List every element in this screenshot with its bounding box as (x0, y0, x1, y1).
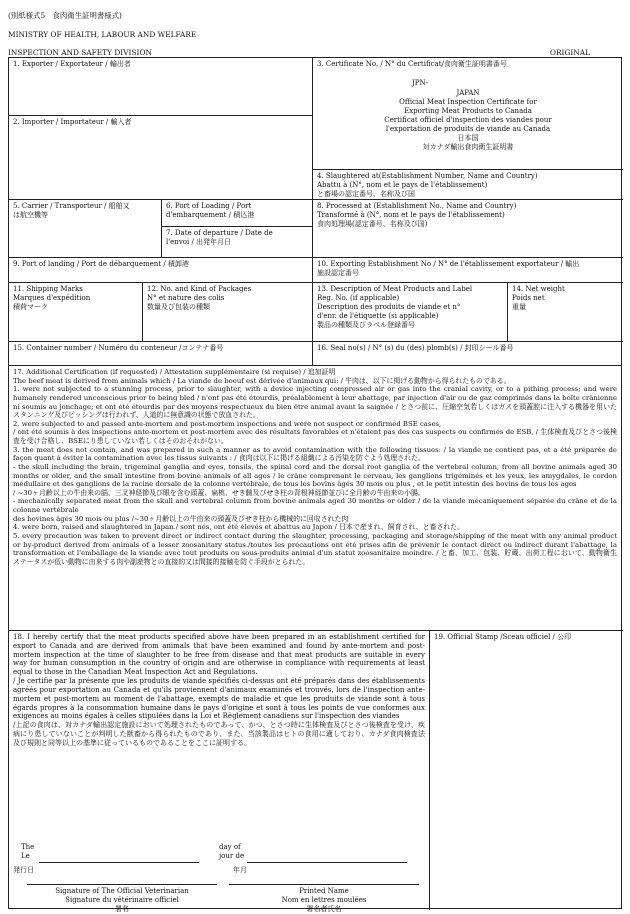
official-stamp-box[interactable] (429, 630, 623, 910)
ministry-name: MINISTRY OF HEALTH, LABOUR AND WELFARE (8, 30, 197, 39)
certificate-number-prefix: JPN- (412, 78, 429, 87)
shipping-marks-box[interactable] (9, 282, 142, 341)
form-id: (別紙様式5 食肉衛生証明書様式) (8, 11, 122, 20)
exporter-box[interactable] (9, 58, 312, 115)
slaughtered-at-label: 4. Slaughtered at(Establishment Number, Name and Country) (317, 172, 538, 180)
net-weight-label-fr: Poids net (512, 293, 545, 302)
signature-line[interactable] (27, 884, 217, 885)
product-description-label-fr: Description des produits de viande et n° (317, 302, 461, 311)
processed-at-box[interactable] (312, 199, 623, 257)
shipping-marks-label: 11. Shipping Marks (13, 285, 83, 293)
signature-caption-jp: 署名 (115, 904, 129, 913)
shipping-marks-label-jp: 積荷マーク (13, 302, 48, 311)
processed-at-label: 8. Processed at (Establishment No., Name and Country) (317, 202, 517, 210)
condition-2-inspection: 2. were subjected to and passed ante-mortem and post-mortem inspections and were not suspect or confirmed BSE cases, (13, 419, 442, 428)
certification-statement-jp: /上記の食肉は、対カナダ輸出認定施設において処理されたものであって、かつ、とさつ時に生体検査及びとさつ後検査を受け、疾病にり患していないことが判明した獣畜から得られたものであり、また、当該製品はヒトの食用に適しており、カナダ食肉検査法及び規則と同等以上の基準に従っているものであることをここに証明する。 (13, 721, 425, 747)
title-line: 対カナダ輸出食肉衛生証明書 (422, 142, 514, 151)
title-line: Certificat officiel d'inspection des viandes pour (384, 115, 552, 124)
condition-2-translation: / ont été soumis à des inspections ante-mortem et post-mortem avec des résultats favorables et n'étaient pas des cas suspects ou confirmés de ESB, / 生体検査及びとさつ後検査を受け合格し、BSEにり患していない若しくはそのおそれがない。 (13, 428, 617, 445)
product-description-label-fr-2: d'enr. de l'étiquette (si applicable) (317, 311, 439, 320)
net-weight-label-jp: 重量 (512, 302, 526, 311)
packages-label: 12. No. and Kind of Packages (147, 285, 252, 293)
year-month-label: 年月 (233, 866, 247, 874)
certification-statement-fr: / Je certifie par la présente que les produits de viande spécifiés ci-dessus ont été préparés dans des établissements agréés pour exportation au Canada et qu'ils proviennent d'animaux examinés et trouvés, lors de l'inspection ante-mortem et post-mortem au moment de l'abattage, exempts de maladie et que les produits de viande sont à tous égards propres à la consommation humaine dans le pays d'origine et sont à tous les points de vue conformes aux exigences au moins égales à celles stipulées dans la Loi et Règlement canadiens sur l'inspection des viandes (13, 677, 425, 721)
beef-origin-intro: The beef meat is derived from animals which / La viande de boeuf est dérivée d'animaux qui: / 牛肉は、以下に掲げる動物から得られたものである。 (13, 376, 511, 385)
official-stamp-label: 19. Official Stamp /Sceau officiel / 公印 (434, 633, 572, 641)
month-input-line[interactable] (247, 862, 407, 863)
product-description-box[interactable] (312, 282, 507, 341)
printed-name-line[interactable] (229, 884, 419, 885)
date-of-departure-label-fr: l'envoi / 出発年月日 (166, 237, 232, 246)
carrier-label-jp: は航空機等 (13, 210, 48, 219)
seal-number-label: 16. Seal no(s) / N° (s) du (des) plomb(s) / 封印シール番号 (317, 344, 514, 352)
container-number-label: 15. Container number / Numéro du conteneur /コンテナ番号 (13, 344, 224, 352)
condition-3-mechanically-separated: - mechanically separated meat from the skull and vertebral column from bovine animals aged 30 months or older / de la viande mécaniquement séparée du crâne et de la colonne vertébrale (13, 497, 617, 514)
carrier-label: 5. Carrier / Transporteur / 船舶又 (13, 202, 130, 210)
date-of-departure-box[interactable] (161, 226, 312, 257)
exporter-label: 1. Exporter / Exportateur / 輸出者 (13, 60, 131, 68)
jour-de-label: jour de (219, 852, 245, 860)
signature-caption (27, 887, 217, 914)
product-description-label: 13. Description of Meat Products and Label (317, 285, 473, 293)
date-le-label: Le (21, 852, 30, 860)
certificate-title (317, 89, 619, 152)
port-of-landing-label: 9. Port of landing / Port de débarquement / 積卸港 (13, 260, 189, 268)
additional-certification-box (9, 365, 621, 630)
certificate-form (8, 57, 622, 913)
issued-date-label: 発行日 (13, 866, 34, 874)
port-of-loading-label: 6. Port of Loading / Port (166, 202, 252, 210)
packages-label-jp: 数量及び包装の種類 (147, 302, 210, 311)
printed-name-caption-en: Printed Name (299, 887, 349, 895)
condition-1-stunning: 1. were not subjected to a stunning process, prior to slaughter, with a device injecting compressed air or gas into the cranial cavity, or to a pithing process; and were humanely rendered unconscious prior to being bled / n'ont pas été étourdis, préalablement à leur abattage, par injection d'air ou de gaz comprimés dans la boîte crânienne ni soumis au jonchage; et ont été étourdis par des moyens respectueux du bien être animal avant la saignée / とさつ前に、圧縮空気若しくはガスを頭蓋腔に注入する機器を用いたスタンニング及びピッシングは行われず、人道的に無意識の状態で放血された。 (13, 385, 617, 420)
importer-box[interactable] (9, 115, 312, 199)
printed-name-caption-jp: 署名者氏名 (306, 904, 342, 913)
condition-3-mechanically-separated-cont: des bovines âgés 30 mois ou plus /~30ヶ月齢以上の牛由来の頭蓋及びせき柱から機械的に回収された肉 (13, 514, 349, 523)
seal-number-box[interactable] (312, 341, 623, 365)
condition-3-tissues: 3. the meat does not contain, and was prepared in such a manner as to avoid contamination with the following tissues: / la viande ne contient pas, et a été préparée de façon quant à éviter la contamination avec les tissus suivants : / 食肉は以下に掲げる組織による汚染を防ぐよう処理された。 (13, 445, 617, 463)
additional-certification-heading: 17. Additional Certification (if requested) / Attestation supplémentaire (si requise) / 追加証明 (13, 368, 336, 376)
port-of-loading-box[interactable] (161, 199, 312, 226)
product-description-label-jp: 製品の種類及びラベル登録番号 (317, 320, 415, 329)
packages-box[interactable] (142, 282, 312, 341)
net-weight-box[interactable] (507, 282, 623, 341)
veterinarian-certification-box (9, 630, 429, 910)
carrier-box[interactable] (9, 199, 161, 257)
exporting-establishment-label-jp: 施設認定番号 (317, 268, 359, 277)
exporting-establishment-box[interactable] (312, 257, 623, 282)
day-of-label: day of (219, 843, 241, 851)
product-description-label-2: Reg. No. (if applicable) (317, 293, 400, 302)
date-the-label: The (21, 843, 35, 851)
signature-caption-en: Signature of The Official Veterinarian (55, 887, 189, 895)
title-line: JAPAN (456, 88, 480, 97)
processed-at-label-jp: 食肉処理場(認定番号、名称及び国) (317, 219, 428, 228)
port-of-landing-box[interactable] (9, 257, 312, 282)
packages-label-fr: N° et nature des colis (147, 293, 225, 302)
slaughtered-at-box[interactable] (312, 169, 623, 199)
original-label: ORIGINAL (549, 48, 590, 57)
day-input-line[interactable] (39, 862, 199, 863)
printed-name-caption (229, 887, 419, 914)
processed-at-label-fr: Transformé à (N°, nom et le pays de l'établissement) (317, 210, 505, 219)
shipping-marks-label-fr: Marques d'expédition (13, 293, 91, 302)
slaughtered-at-label-jp: と畜場の認定番号、名称及び国 (317, 189, 415, 198)
printed-name-caption-fr: Nom en lettres moulées (281, 895, 367, 904)
title-line: l'exportation de produits de viande au Canada (385, 124, 551, 133)
exporting-establishment-label: 10. Exporting Establishment No / N° de l'établissement exportateur / 輸出 (317, 260, 580, 268)
port-of-loading-label-fr: d'embarquement / 積込港 (166, 210, 255, 219)
title-line: 日本国 (457, 133, 479, 142)
condition-3-skull-tissues-jp: / ~30ヶ月齢以上の牛由来の脳、三叉神経節及び眼を含む頭蓋、扁桃、せき髄及びせき柱の背根神経節並びに全月齢の牛由来の小腸。 (13, 488, 425, 497)
signature-caption-fr: Signature du vétérinaire officiel (65, 895, 179, 904)
certificate-number-label: 3. Certificate No. / N° du Certificat/食肉衛生証明書番号 (317, 60, 507, 68)
condition-5-precautions: 5. every precaution was taken to prevent direct or indirect contact during the slaughter, processing, packaging and storage/shipping of the meat with any animal product or by-product derived from animals of a lesser zoosanitary status./toutes les précautions ont été prises afin de prévenir le contact direct ou indirect durant l'abattage, la transformation et l'emballage de la viande avec tout produits ou sous-produits animal d'un statut zoosanitaire moindre. / と畜、加工、包装、貯蔵、出荷工程において、動物衛生ステータスが低い動物に由来する肉や副産物との直接的又は間接的接触を防ぐ手段がとられた。 (13, 531, 617, 566)
slaughtered-at-label-fr: Abattu à (N°, nom et le pays de l'établissement) (317, 180, 488, 189)
date-of-departure-label: 7. Date of departure / Date de (166, 229, 273, 237)
title-line: Official Meat Inspection Certificate for (399, 97, 537, 106)
condition-4-born-in-japan: 4. were born, raised and slaughtered in Japan./ sont nés, ont été élevés et abattus au Japon / 日本で産まれ、飼育され、と畜された。 (13, 523, 465, 532)
net-weight-label: 14. Net weight (512, 285, 565, 293)
certificate-number-box[interactable] (312, 58, 623, 169)
division-name: INSPECTION AND SAFETY DIVISION (8, 48, 152, 57)
certification-statement-en: 18. I hereby certify that the meat products specified above have been prepared in an establishment certified for export to Canada and are derived from animals that have been examined and found by ante-mortem and post-mortem inspection at the time of slaughter to be free from disease and that meat products are suitable in every way for human consumption in the country of origin and are otherwise in compliance with requirements at least equal to those in the Canadian Meat Inspection Act and Regulations. (13, 633, 425, 677)
condition-3-skull-tissues: - the skull including the brain, trigeminal ganglia and eyes, tonsils, the spinal cord and the dorsal root ganglia of the vertebral column, from all bovine animals aged 30 months or older, and the small intestine from bovine animals of all ages / le crâne comprenant le cerveau, les ganglions trigéminés et les yeux, les amygdales, le cordon médullaire et des ganglions de la racine dorsale de la colonne vertébrale, de tous les bovins âgés 30 mois ou plus , et le petit intestin des bovins de tous les ages (13, 462, 617, 489)
container-number-box[interactable] (9, 341, 312, 365)
title-line: Exporting Meat Products to Canada (404, 106, 532, 115)
importer-label: 2. Importer / Importateur / 輸入者 (13, 118, 132, 126)
